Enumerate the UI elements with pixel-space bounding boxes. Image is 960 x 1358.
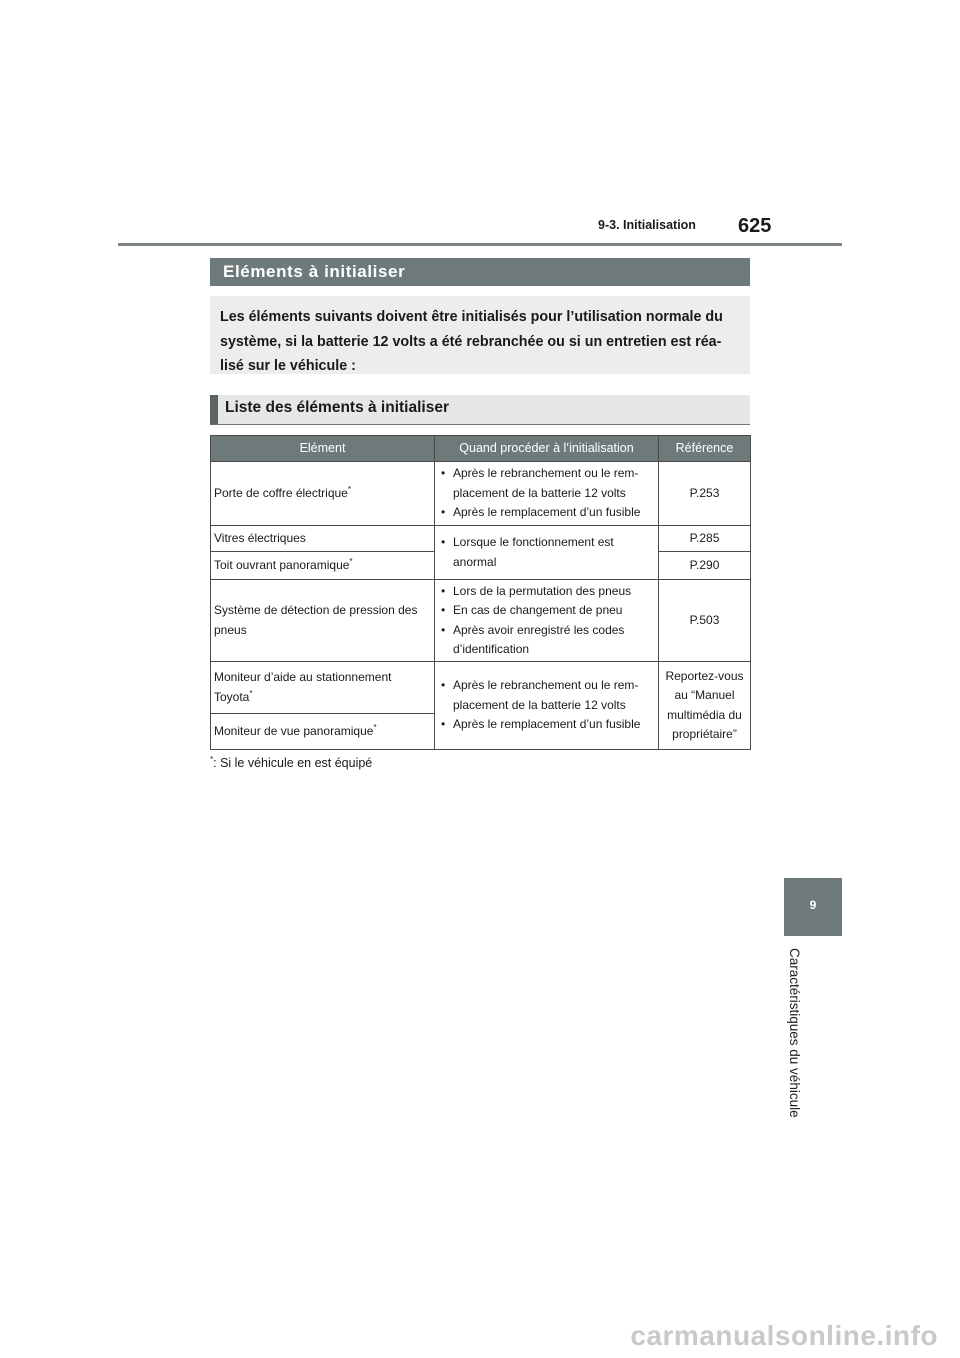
bullet-item: • Après le remplacement d’un fusible: [441, 503, 655, 523]
bullet-item: • En cas de changement de pneu: [441, 601, 655, 621]
cell-when: [435, 662, 659, 750]
bullet-item: • Après le rebranchement ou le rem- placement de la batterie 12 volts: [441, 676, 655, 715]
intro-line: système, si la batterie 12 volts a été rebranchée ou si un entretien est réa-: [220, 333, 722, 350]
element-label: Porte de coffre électrique: [214, 485, 348, 500]
subheading: Liste des éléments à initialiser: [210, 395, 750, 425]
table-header-row: [211, 436, 751, 462]
initialisation-table: [210, 435, 751, 750]
bullet-item: • Après avoir enregistré les codes d’identification: [441, 621, 655, 660]
asterisk-mark: *: [249, 688, 253, 698]
bullet-item: • Lorsque le fonctionnement est anormal: [441, 533, 655, 572]
bullet-item: • Lors de la permutation des pneus: [441, 582, 655, 602]
cell-element: Vitres électriques: [211, 526, 435, 552]
col-header-reference: Référence: [659, 436, 751, 462]
asterisk-mark: *: [349, 556, 353, 566]
bullet-item: • Après le remplacement d’un fusible: [441, 715, 655, 735]
asterisk-mark: *: [347, 484, 351, 494]
table-row: [211, 462, 751, 526]
watermark: carmanualsonline.info: [630, 1320, 938, 1351]
section-title: 9-3. Initialisation: [598, 218, 696, 232]
element-label: Moniteur de vue panoramique: [214, 723, 374, 738]
cell-reference: P.253: [659, 462, 751, 526]
table-row: [211, 662, 751, 714]
col-header-element: Elément: [211, 436, 435, 462]
cell-element: Système de détection de pression des pneus: [211, 580, 435, 662]
intro-box: [210, 296, 750, 374]
section-banner: Eléments à initialiser: [210, 258, 750, 286]
cell-reference: P.285: [659, 526, 751, 552]
asterisk-mark: *: [373, 722, 377, 732]
col-header-when: Quand procéder à l’initialisation: [435, 436, 659, 462]
cell-element: [211, 552, 435, 580]
footnote: [210, 756, 372, 770]
table-row: [211, 526, 751, 552]
table-row: [211, 580, 751, 662]
cell-when: [435, 580, 659, 662]
page-number: 625: [738, 215, 772, 237]
header-rule: [118, 243, 842, 246]
bullet-item: • Après le rebranchement ou le rem- placement de la batterie 12 volts: [441, 464, 655, 503]
chapter-tab: [784, 878, 842, 936]
cell-reference: P.503: [659, 580, 751, 662]
cell-when: [435, 526, 659, 580]
cell-reference: P.290: [659, 552, 751, 580]
chapter-number: 9: [809, 898, 817, 912]
intro-line: Les éléments suivants doivent être initialisés pour l’utilisation normale du: [220, 309, 723, 325]
intro-line: lisé sur le véhicule :: [220, 358, 356, 374]
cell-reference: Reportez-vous au “Manuel multimédia du propriétaire”: [659, 662, 751, 750]
cell-element: [211, 462, 435, 526]
chapter-label: Caractéristiques du véhicule: [787, 948, 802, 1118]
footnote-text: : Si le véhicule en est équipé: [213, 756, 373, 770]
cell-when: [435, 462, 659, 526]
element-label: Toit ouvrant panoramique: [214, 557, 350, 572]
cell-element: [211, 714, 435, 750]
footnote-mark: *: [210, 754, 214, 764]
cell-element: Moniteur d’aide au stationnement Toyota*: [211, 662, 435, 714]
